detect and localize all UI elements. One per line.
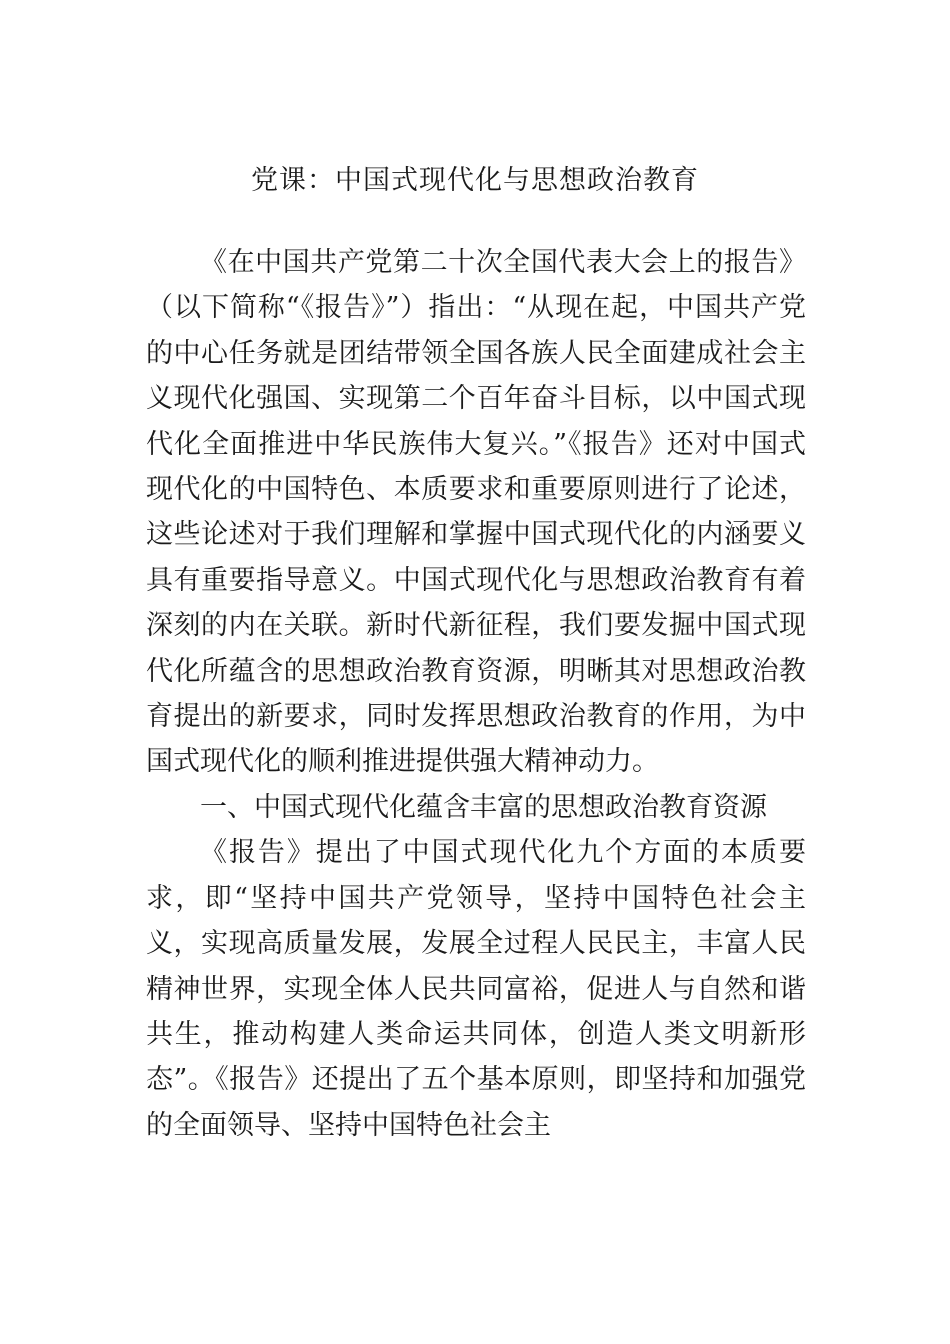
intro-paragraph: 《在中国共产党第二十次全国代表大会上的报告》（以下简称“《报告》”）指出：“从现在起，中国共产党的中心任务就是团结带领全国各族人民全面建成社会主义现代化强国、实现第二个百年奋斗目标，以中国式现代化全面推进中华民族伟大复兴。”《报告》还对中国式现代化的中国特色、本质要求和重要原则进行了论述，这些论述对于我们理解和掌握中国式现代化的内涵要义具有重要指导意义。中国式现代化与思想政治教育有着深刻的内在关联。新时代新征程，我们要发掘中国式现代化所蕴含的思想政治教育资源，明晰其对思想政治教育提出的新要求，同时发挥思想政治教育的作用，为中国式现代化的顺利推进提供强大精神动力。 — [146, 247, 806, 778]
document-body — [146, 240, 806, 1148]
section-heading: 一、中国式现代化蕴含丰富的思想政治教育资源 — [200, 791, 767, 823]
document-title: 党课：中国式现代化与思想政治教育 — [251, 165, 699, 196]
section-paragraph: 《报告》提出了中国式现代化九个方面的本质要求，即“坚持中国共产党领导，坚持中国特色社会主义，实现高质量发展，发展全过程人民民主，丰富人民精神世界，实现全体人民共同富裕，促进人与自然和谐共生，推动构建人类命运共同体，创造人类文明新形态”。《报告》还提出了五个基本原则，即坚持和加强党的全面领导、坚持中国特色社会主 — [146, 837, 806, 1141]
